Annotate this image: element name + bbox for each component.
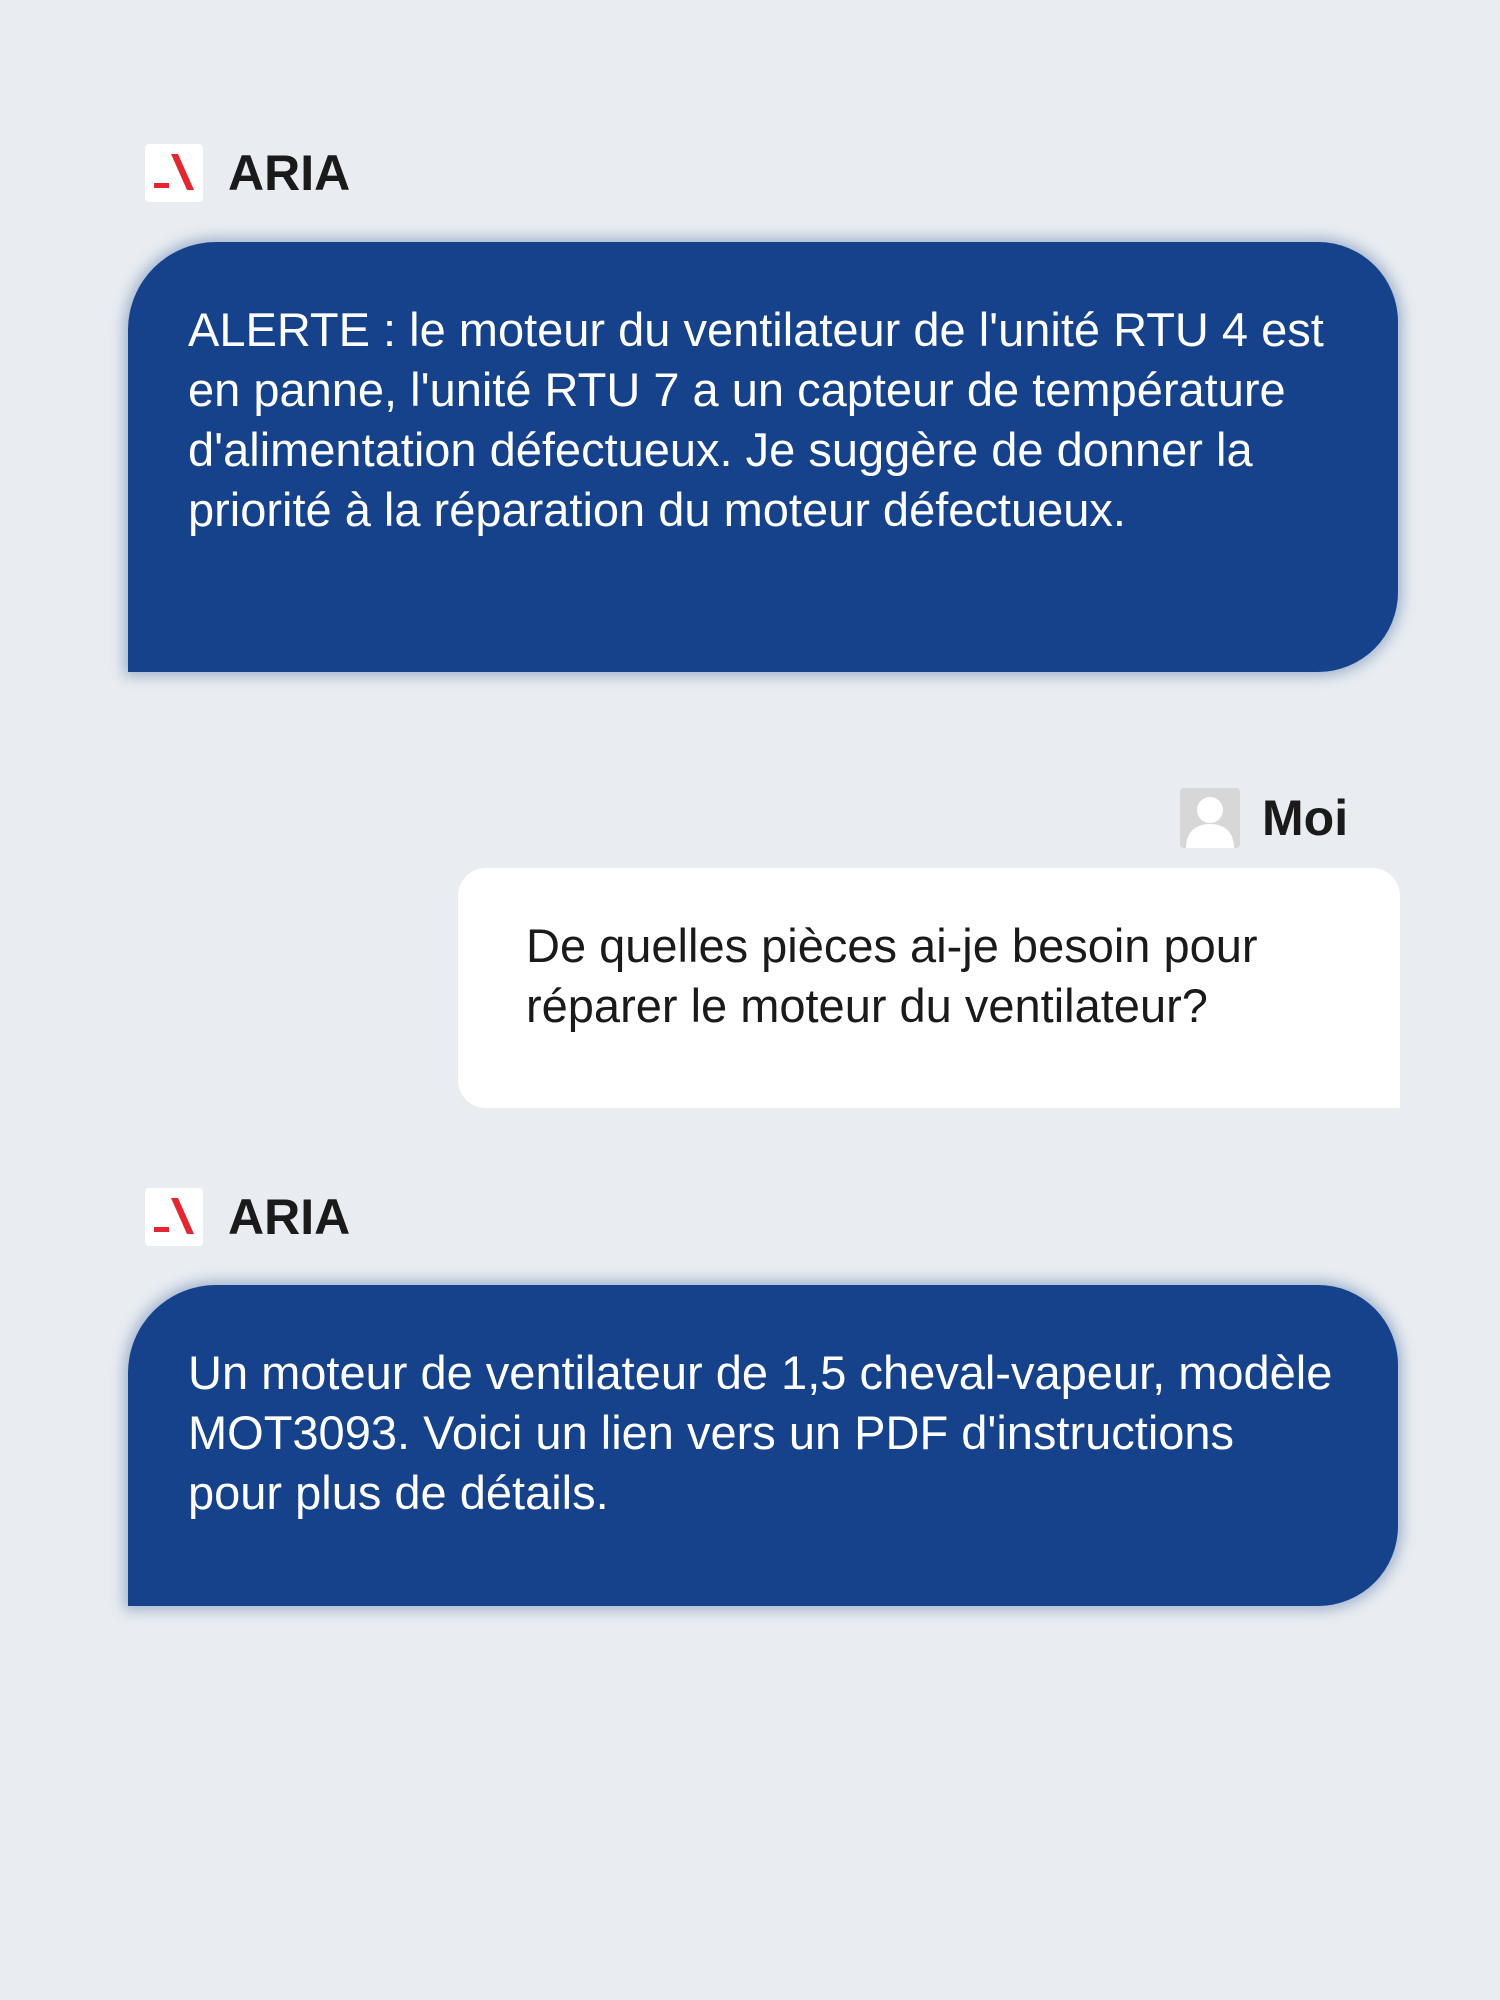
- message-text: Un moteur de ventilateur de 1,5 cheval-vapeur, modèle MOT3093. Voici un lien vers un PDF d'instructions pour plus de détails.: [188, 1346, 1333, 1519]
- assistant-message-bubble: [128, 242, 1398, 672]
- user-message-bubble: [458, 868, 1400, 1108]
- aria-logo-icon: [145, 1188, 203, 1246]
- user-sender-header: [1180, 788, 1348, 848]
- aria-sender-header: [145, 144, 350, 202]
- aria-logo-icon: [145, 144, 203, 202]
- message-text: De quelles pièces ai-je besoin pour réparer le moteur du ventilateur?: [526, 919, 1258, 1032]
- assistant-message-bubble: [128, 1285, 1398, 1606]
- sender-name: ARIA: [228, 145, 351, 201]
- message-text: ALERTE : le moteur du ventilateur de l'unité RTU 4 est en panne, l'unité RTU 7 a un capteur de température d'alimentation défectueux. Je suggère de donner la priorité à la réparation du moteur défectueux.: [188, 303, 1324, 536]
- aria-sender-header: [145, 1188, 350, 1246]
- sender-name: ARIA: [228, 1189, 351, 1245]
- sender-name: Moi: [1262, 790, 1349, 846]
- user-avatar-icon: [1180, 788, 1240, 848]
